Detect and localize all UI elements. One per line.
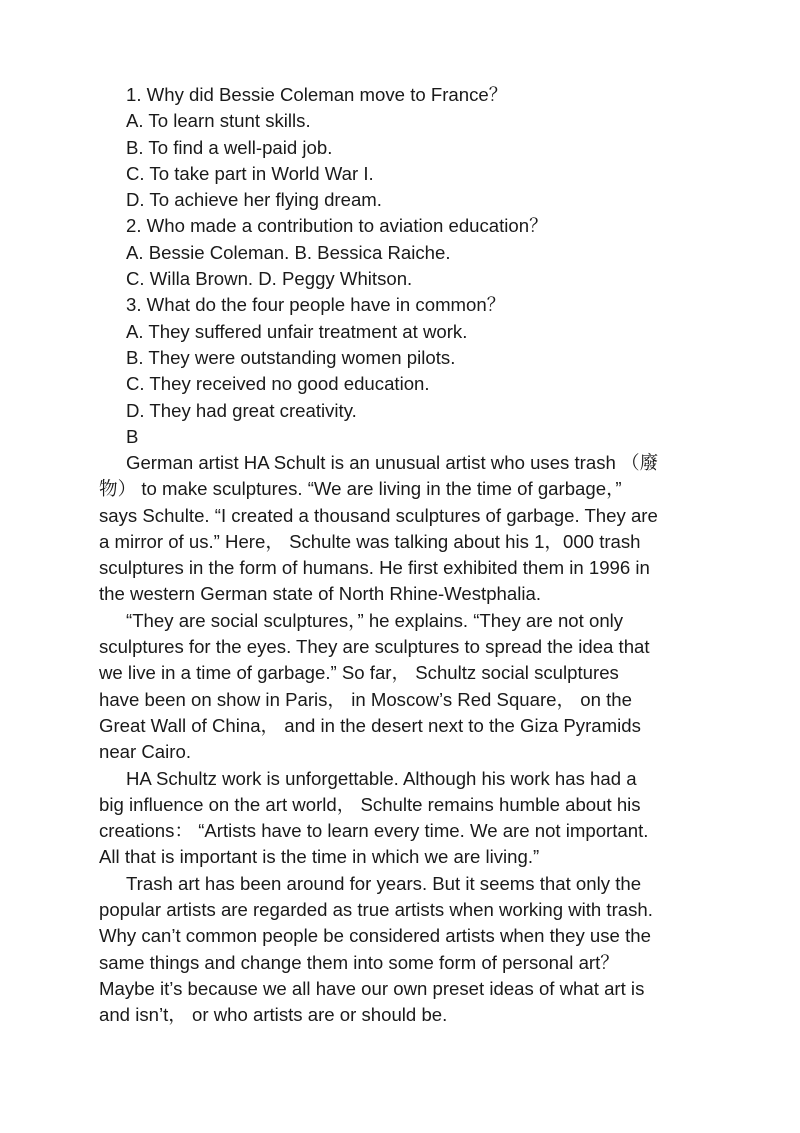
question-1-option-a: A. To learn stunt skills. <box>126 110 311 132</box>
passage-line: the western German state of North Rhine-Westphalia. <box>99 583 541 605</box>
passage-line: creations： “Artists have to learn every time. We are not important. <box>99 820 649 842</box>
question-2-stem: 2. Who made a contribution to aviation education？ <box>126 215 548 237</box>
question-3-option-b: B. They were outstanding women pilots. <box>126 346 456 368</box>
passage-paragraph-2 <box>99 608 703 766</box>
passage-line: Why can’t common people be considered artists when they use the <box>99 925 651 947</box>
question-1-option-b: B. To find a well-paid job. <box>126 136 333 158</box>
question-3-stem: 3. What do the four people have in common？ <box>126 294 506 316</box>
passage-paragraph-4 <box>99 871 703 1029</box>
passage-line: we live in a time of garbage.” So far， Schultz social sculptures <box>99 662 619 684</box>
question-2-options-cd: C. Willa Brown. D. Peggy Whitson. <box>126 268 413 290</box>
section-label: B <box>126 425 139 447</box>
passage-paragraph-3 <box>99 766 703 871</box>
passage-line: German artist HA Schult is an unusual artist who uses trash （廢 <box>126 452 659 473</box>
passage-line: and isn’t， or who artists are or should be. <box>99 1004 448 1026</box>
question-1-option-d: D. To achieve her flying dream. <box>126 189 382 211</box>
passage-line: popular artists are regarded as true artists when working with trash. <box>99 899 653 921</box>
passage-line: big influence on the art world， Schulte remains humble about his <box>99 793 641 815</box>
question-3-option-d: D. They had great creativity. <box>126 399 357 421</box>
passage-line: sculptures in the form of humans. He first exhibited them in 1996 in <box>99 557 650 579</box>
question-3-option-c: C. They received no good education. <box>126 373 430 395</box>
reading-passage <box>99 450 703 1029</box>
passage-paragraph-1 <box>99 450 703 608</box>
passage-line: same things and change them into some form of personal art？ <box>99 951 619 973</box>
question-3-option-a: A. They suffered unfair treatment at work. <box>126 320 468 342</box>
passage-line: says Schulte. “I created a thousand sculptures of garbage. They are <box>99 504 658 526</box>
question-2-options-ab: A. Bessie Coleman. B. Bessica Raiche. <box>126 241 451 263</box>
passage-line: “They are social sculptures，” he explains. “They are not only <box>126 609 624 631</box>
passage-line: Great Wall of China， and in the desert next to the Giza Pyramids <box>99 714 641 736</box>
passage-line: HA Schultz work is unforgettable. Although his work has had a <box>126 767 637 789</box>
passage-line: All that is important is the time in which we are living.” <box>99 846 540 868</box>
passage-line: near Cairo. <box>99 741 191 763</box>
passage-line: Maybe it’s because we all have our own preset ideas of what art is <box>99 977 645 999</box>
passage-line: sculptures for the eyes. They are sculptures to spread the idea that <box>99 636 650 658</box>
passage-line: a mirror of us.” Here， Schulte was talking about his 1，000 trash <box>99 530 641 552</box>
question-1-stem: 1. Why did Bessie Coleman move to France？ <box>126 84 508 105</box>
question-1-option-c: C. To take part in World War I. <box>126 162 374 184</box>
passage-line: 物） to make sculptures. “We are living in the time of garbage，” <box>99 478 622 500</box>
passage-line: have been on show in Paris， in Moscow’s Red Square， on the <box>99 688 632 710</box>
passage-line: Trash art has been around for years. But it seems that only the <box>126 872 642 894</box>
question-list <box>126 82 726 450</box>
